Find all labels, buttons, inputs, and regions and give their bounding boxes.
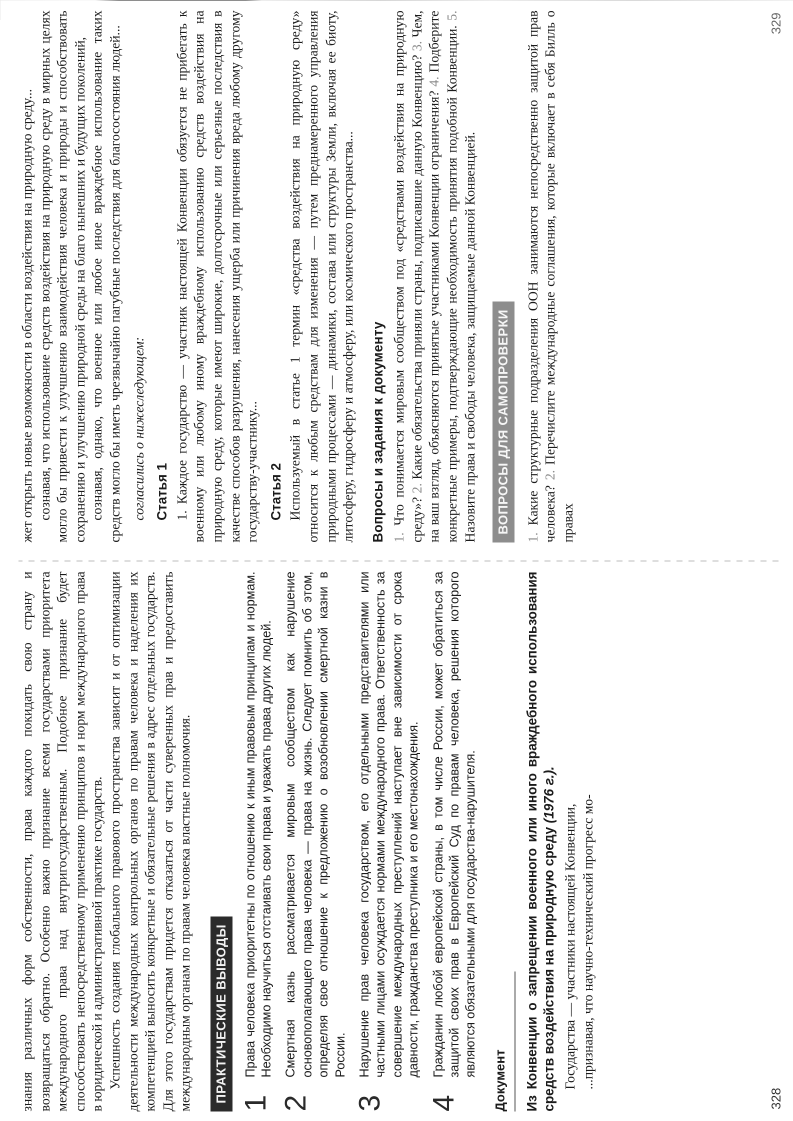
- practical-conclusions-heading: ПРАКТИЧЕСКИЕ ВЫВОДЫ: [210, 916, 232, 1111]
- document-divider: [514, 971, 515, 1111]
- article-2-title: Статья 2: [267, 462, 283, 520]
- right-intro-paragraph-2: сознавая, что использование средств воздействия на природную среду в мирных целях могло бы привести к улучшению взаимодействия человека и природы и способствовать сохранению и улучшению природной среды на благо нынешних и будущих поколений,: [36, 10, 87, 542]
- article-2-text: Используемый в статье 1 термин «средства воздействия на природную среду» относится к любым средствам для изменения — путем преднамеренного управления природными процессами — динамики, состава или структуры Земли, включая ее биоту, литосферу, гидросферу и атмосферу, или космического пространства...: [287, 10, 356, 542]
- document-paragraph-2: ...признавая, что научно-технический прогресс мо-: [580, 793, 595, 1089]
- document-paragraph-1: Государства — участники настоящей Конвенции,: [562, 803, 578, 1089]
- left-intro-paragraph-2: Успешность создания глобального правового пространства зависит и от оптимизации деятельности международных контрольных органов по правам человека и наделения их компетенцией выносить конкретные и обязательные решения в адрес отдельных государств. Для этого государствам придется отказаться от части суверенных прав и предоставить международным органам по правам человека властные полномочия.: [106, 571, 193, 1111]
- conclusion-item: [426, 571, 479, 1111]
- question-text: Какие структурные подразделения ООН занимаются непосредственно защитой прав человека?: [524, 10, 558, 542]
- conclusion-text: Смертная казнь рассматривается мировым сообществом как нарушение основополагающего права человека — права на жизнь. Следует помнить об этом, определяя свое отношение к предложению о возобновлении смертной казни в России.: [283, 571, 347, 1077]
- question-number: 3.: [408, 40, 424, 51]
- conclusion-number: 2: [279, 1094, 313, 1111]
- questions-paragraph: [390, 10, 478, 542]
- right-intro-paragraph-3: сознавая, однако, что военное или любое иное враждебное использование таких средств могло бы иметь чрезвычайно пагубные последствия для благосостояния людей...: [89, 10, 122, 542]
- page-number-left: 328: [768, 1087, 783, 1109]
- conclusion-text: Гражданин любой европейской страны, в том числе России, может обратиться за защитой своих прав в Европейский Суд по правам человека, решения которого являются обязательными для государства-нарушителя.: [430, 571, 478, 1077]
- conclusion-number: 3: [352, 1094, 386, 1111]
- article-1-text: 1. Каждое государство — участник настоящей Конвенции обязуется не прибегать к военному или любому иному враждебному использованию средств воздействия на природную среду, которые имеют широкие, долгосрочные или серьезные последствия в качестве способов разрушения, нанесения ущерба или причинения вреда любому другому государству-участнику...: [173, 10, 260, 542]
- page-number-right: 329: [768, 12, 783, 34]
- question-number: 4.: [426, 75, 442, 87]
- conclusion-text: Нарушение прав человека государством, его отдельными представителями или частными лицами осуждается нормами международного права. Ответственность за совершение международных преступлений наступает вне зависимости от срока давности, гражданства преступника и его местонахождения.: [356, 571, 421, 1077]
- document-label: Документ: [491, 1049, 507, 1111]
- left-intro-paragraph-1: знания различных форм собственности, права каждого покидать свою страну и возвращаться обратно. Особенно важно признание всеми государствами приоритета международного права над внутригосударственным. Подобное признание будет способствовать непосредственному применению принципов и норм международного права в юридической и административной практике государств.: [19, 571, 105, 1111]
- self-check-heading: ВОПРОСЫ ДЛЯ САМОПРОВЕРКИ: [492, 301, 514, 542]
- question-text: Перечислите международные соглашения, которые включает в себя Билль о правах: [542, 9, 576, 542]
- question-text: Чем, на ваш взгляд, объясняются принятые участниками Конвенции ограничения?: [408, 9, 442, 542]
- question-number: 2.: [542, 469, 558, 480]
- conclusion-item: [238, 571, 275, 1111]
- self-check-paragraph: [524, 10, 577, 542]
- right-column: [18, 10, 577, 542]
- question-text: Какие обязательства приняли страны, подписавшие данную Конвенцию?: [408, 54, 424, 480]
- conclusion-text: Права человека приоритетны по отношению к иным правовым принципам и нормам. Необходимо научиться отстаивать свои права и уважать права других людей.: [242, 571, 273, 1077]
- left-page: [0, 556, 793, 1121]
- document-title: [523, 571, 557, 1111]
- agreement-line: согласились о нижеследующем:: [130, 336, 146, 520]
- question-number: 5.: [444, 10, 460, 21]
- question-number: 2.: [408, 482, 424, 493]
- questions-heading: Вопросы и задания к документу: [369, 320, 385, 542]
- conclusion-item: [352, 571, 422, 1111]
- question-text: Что понимается мировым сообществом под «средствами воздействия на природную среду»?: [391, 10, 424, 542]
- question-number: 1.: [524, 531, 540, 542]
- question-number: 1.: [391, 531, 407, 542]
- article-1-title: Статья 1: [154, 462, 170, 520]
- document-year: (1976 г.).: [541, 765, 557, 823]
- conclusion-number: 1: [238, 1094, 272, 1111]
- conclusion-number: 4: [426, 1094, 460, 1111]
- document-title-text: Из Конвенции о запрещении военного или иного враждебного использования средств воздействия на природную среду: [524, 571, 557, 1111]
- conclusion-item: [279, 571, 348, 1111]
- question-text: Подберите конкретные примеры, подтверждающие необходимость принятия подобной Конвенции.: [426, 10, 460, 542]
- right-page: [0, 0, 793, 556]
- right-intro-paragraph-1: жет открыть новые возможности в области воздействия на природную среду...: [19, 88, 34, 542]
- left-column: [18, 571, 597, 1111]
- page-fold: [18, 560, 778, 561]
- question-text: Назовите права и свободы человека, защищаемые данной Конвенцией.: [461, 131, 477, 542]
